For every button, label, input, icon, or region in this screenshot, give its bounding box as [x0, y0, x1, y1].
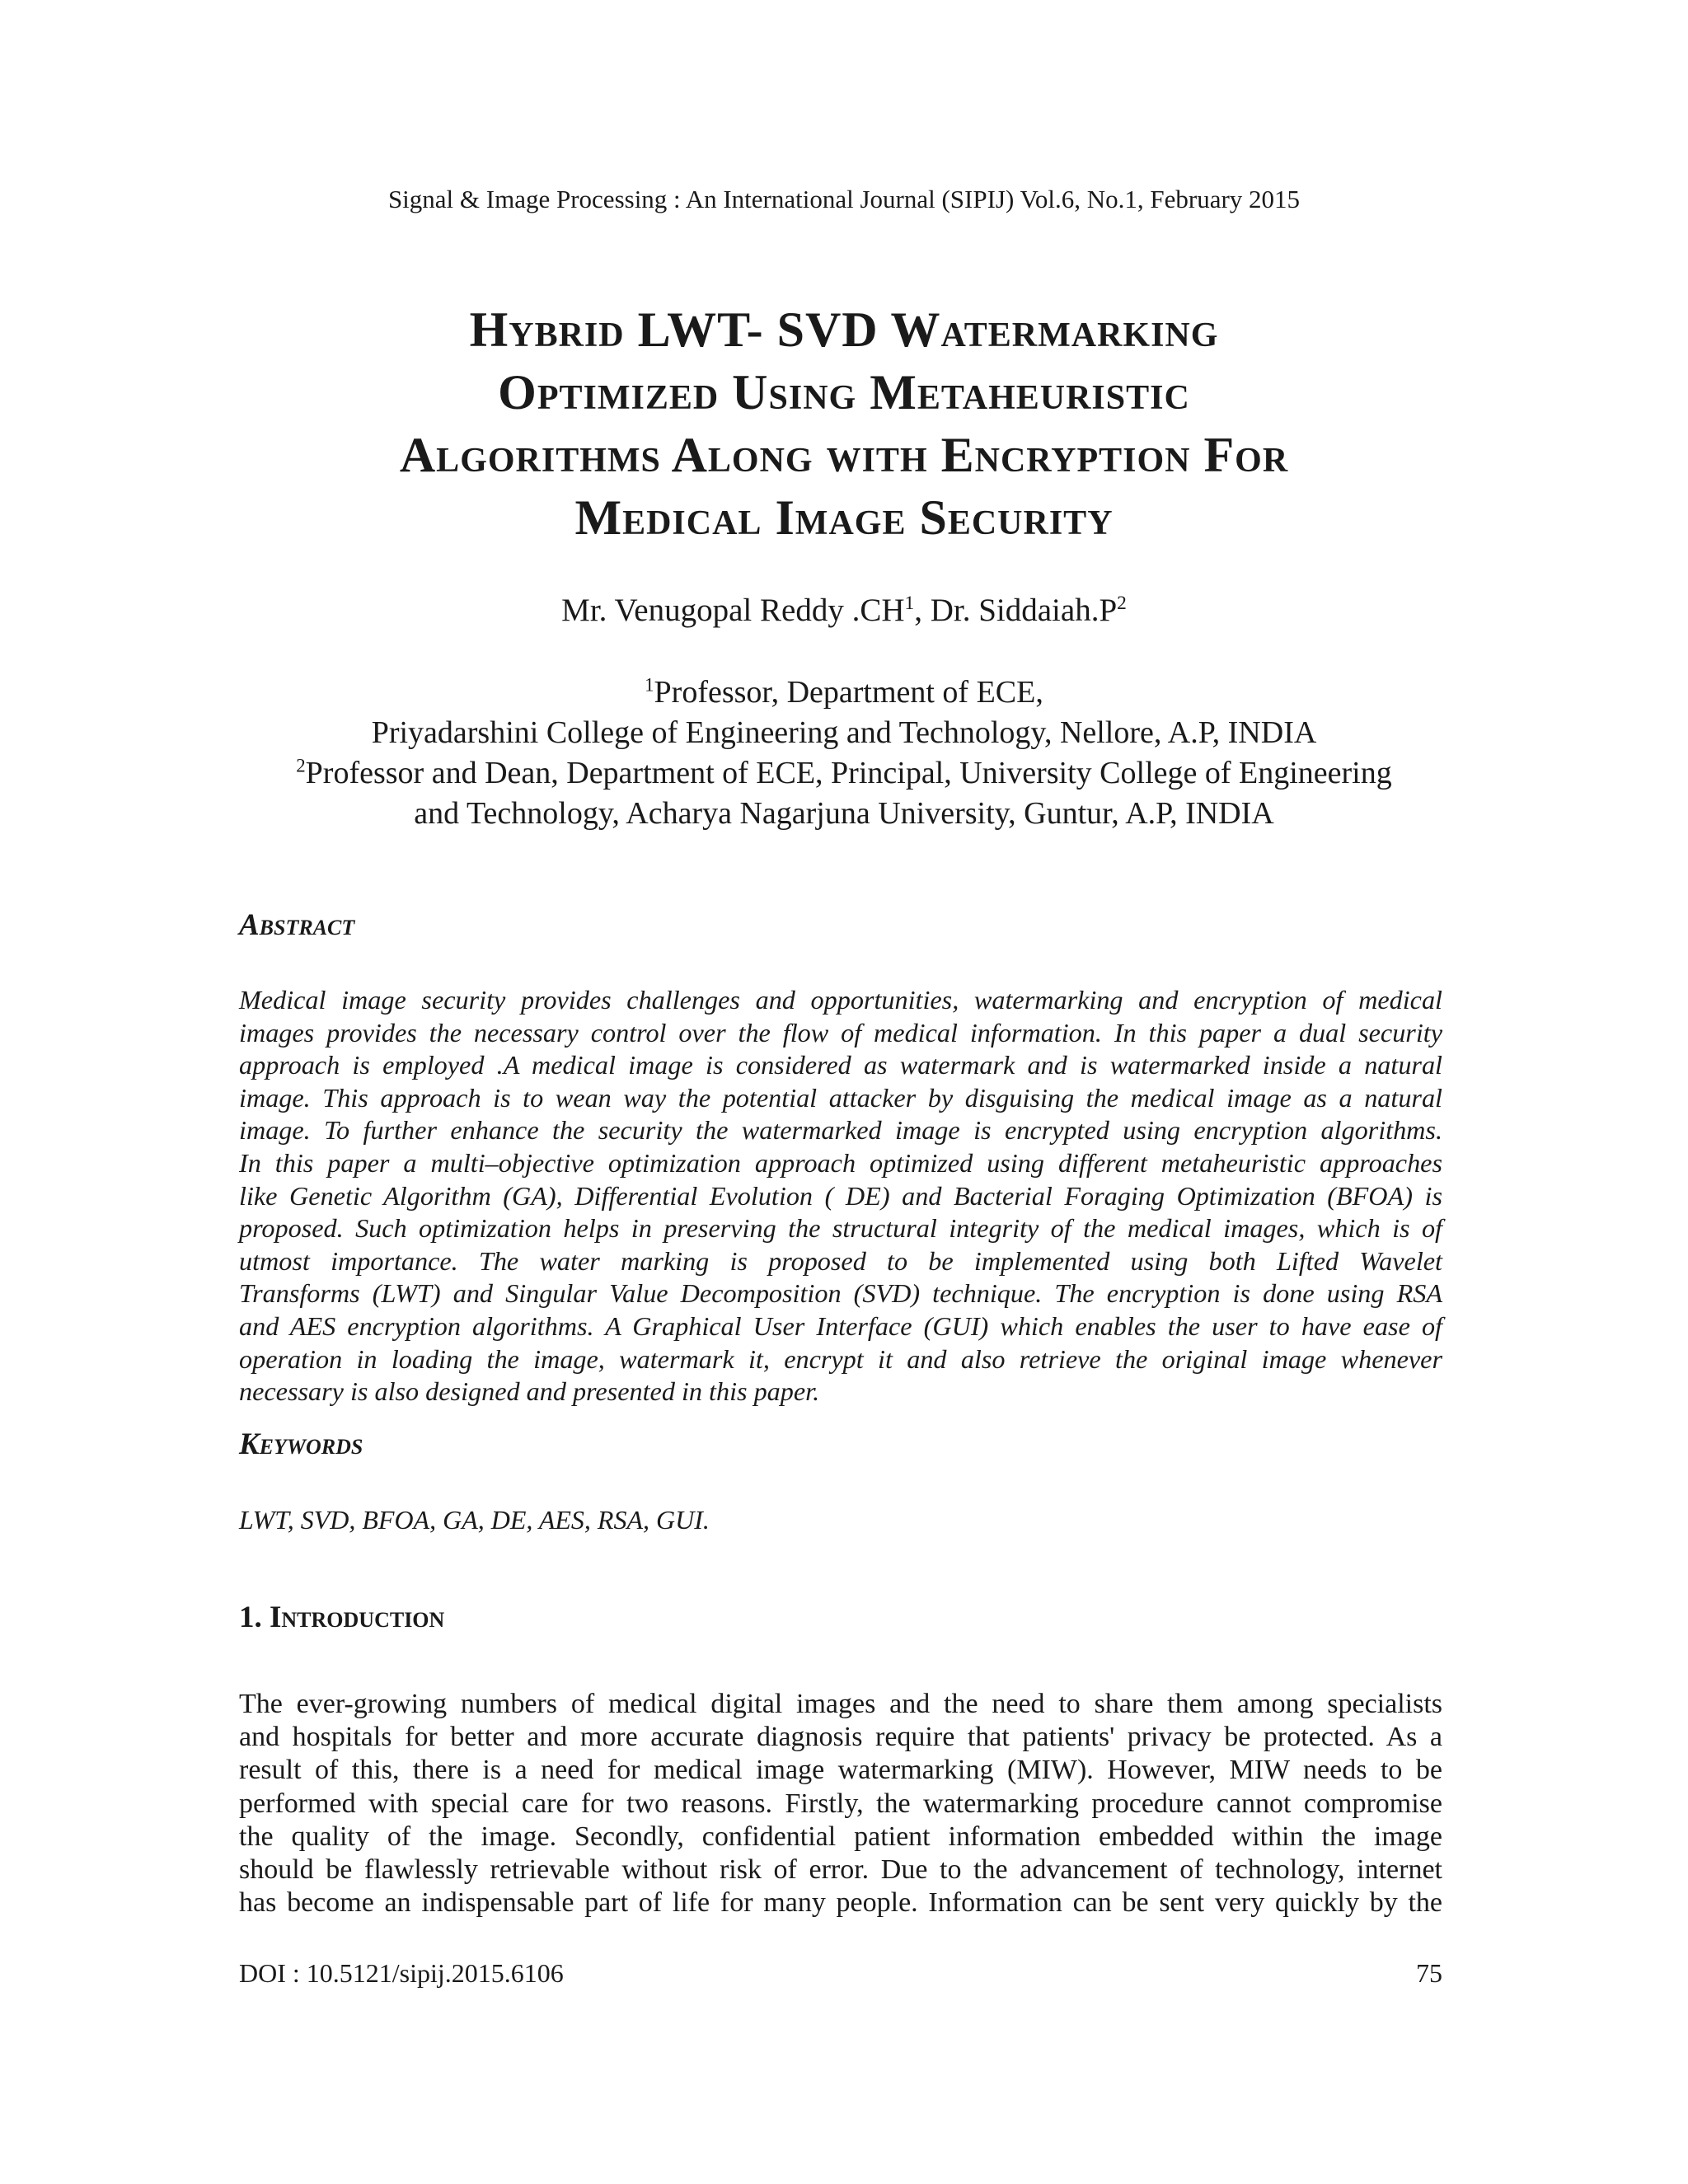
- title-line: Algorithms Along with Encryption For: [399, 428, 1289, 482]
- page-number: 75: [1416, 1958, 1442, 1988]
- affiliation-text: Professor and Dean, Department of ECE, Principal, University College of Engineering: [305, 756, 1392, 790]
- keywords-heading: Keywords: [239, 1427, 363, 1461]
- introduction-line: has become an indispensable part of life for many people. Information can be sent very quickly by the: [239, 1887, 1442, 1919]
- abstract-line: images provides the necessary control over the flow of medical information. In this paper a dual security: [239, 1017, 1442, 1047]
- introduction-line: the quality of the image. Secondly, confidential patient information embedded within the image: [239, 1821, 1442, 1852]
- affiliation-line: [165, 673, 1523, 713]
- affiliation-mark: 2: [296, 755, 306, 776]
- abstract-line: Transforms (LWT) and Singular Value Decomposition (SVD) technique. The encryption is done using RSA: [239, 1278, 1442, 1309]
- affiliation-line: [165, 753, 1523, 794]
- abstract-heading: Abstract: [239, 908, 355, 942]
- author-separator: ,: [914, 593, 931, 628]
- affiliation-mark: 1: [904, 593, 915, 614]
- author-list: [0, 590, 1688, 631]
- affiliation-line: and Technology, Acharya Nagarjuna University, Guntur, A.P, INDIA: [414, 796, 1274, 831]
- title-line: Optimized Using Metaheuristic: [498, 365, 1190, 419]
- introduction-line: and hospitals for better and more accurate diagnosis require that patients' privacy be protected. As a: [239, 1722, 1442, 1753]
- running-header: Signal & Image Processing : An International Journal (SIPIJ) Vol.6, No.1, February 2015: [387, 185, 1301, 213]
- abstract-line: image. To further enhance the security the watermarked image is encrypted using encryption algorithms.: [239, 1115, 1442, 1146]
- paper-title: [165, 298, 1523, 549]
- abstract-line: image. This approach is to wean way the potential attacker by disguising the medical image as a natural: [239, 1082, 1442, 1113]
- abstract-line: proposed. Such optimization helps in preserving the structural integrity of the medical images, which is of: [239, 1213, 1442, 1244]
- introduction-line: should be flawlessly retrievable without risk of error. Due to the advancement of technology, internet: [239, 1854, 1442, 1886]
- affiliation-mark: 2: [1117, 593, 1127, 614]
- author-name: Dr. Siddaiah.P: [930, 593, 1118, 628]
- abstract-line: like Genetic Algorithm (GA), Differential Evolution ( DE) and Bacterial Foraging Optimization (BFOA) is: [239, 1180, 1442, 1211]
- abstract-line: utmost importance. The water marking is proposed to be implemented using both Lifted Wavelet: [239, 1245, 1442, 1276]
- abstract-line: necessary is also designed and presented in this paper.: [239, 1376, 820, 1407]
- introduction-heading: 1. Introduction: [239, 1601, 445, 1634]
- abstract-line: operation in loading the image, watermark it, encrypt it and also retrieve the original image whenever: [239, 1343, 1442, 1374]
- introduction-body: [239, 1688, 1442, 1919]
- introduction-line: performed with special care for two reasons. Firstly, the watermarking procedure cannot compromise: [239, 1788, 1442, 1819]
- title-line: Medical Image Security: [574, 490, 1114, 545]
- introduction-line: The ever-growing numbers of medical digital images and the need to share them among specialists: [239, 1689, 1442, 1719]
- affiliation-line: Priyadarshini College of Engineering and Technology, Nellore, A.P, INDIA: [371, 715, 1317, 750]
- abstract-line: and AES encryption algorithms. A Graphical User Interface (GUI) which enables the user to have ease of: [239, 1310, 1442, 1341]
- abstract-line: Medical image security provides challenges and opportunities, watermarking and encryption of medical: [239, 985, 1442, 1015]
- title-line: Hybrid LWT- SVD Watermarking: [469, 302, 1219, 357]
- affiliation-mark: 1: [645, 674, 654, 696]
- introduction-line: result of this, there is a need for medical image watermarking (MIW). However, MIW needs to be: [239, 1755, 1442, 1786]
- affiliation-text: Professor, Department of ECE,: [654, 675, 1043, 710]
- abstract-body: [239, 984, 1442, 1408]
- keywords-list: LWT, SVD, BFOA, GA, DE, AES, RSA, GUI.: [239, 1505, 710, 1535]
- affiliations: [165, 673, 1523, 834]
- doi-text: DOI : 10.5121/sipij.2015.6106: [239, 1958, 564, 1988]
- abstract-line: approach is employed .A medical image is considered as watermark and is watermarked inside a natural: [239, 1050, 1442, 1080]
- author-name: Mr. Venugopal Reddy .CH: [561, 593, 905, 628]
- abstract-line: In this paper a multi–objective optimization approach optimized using different metaheuristic approaches: [239, 1147, 1442, 1178]
